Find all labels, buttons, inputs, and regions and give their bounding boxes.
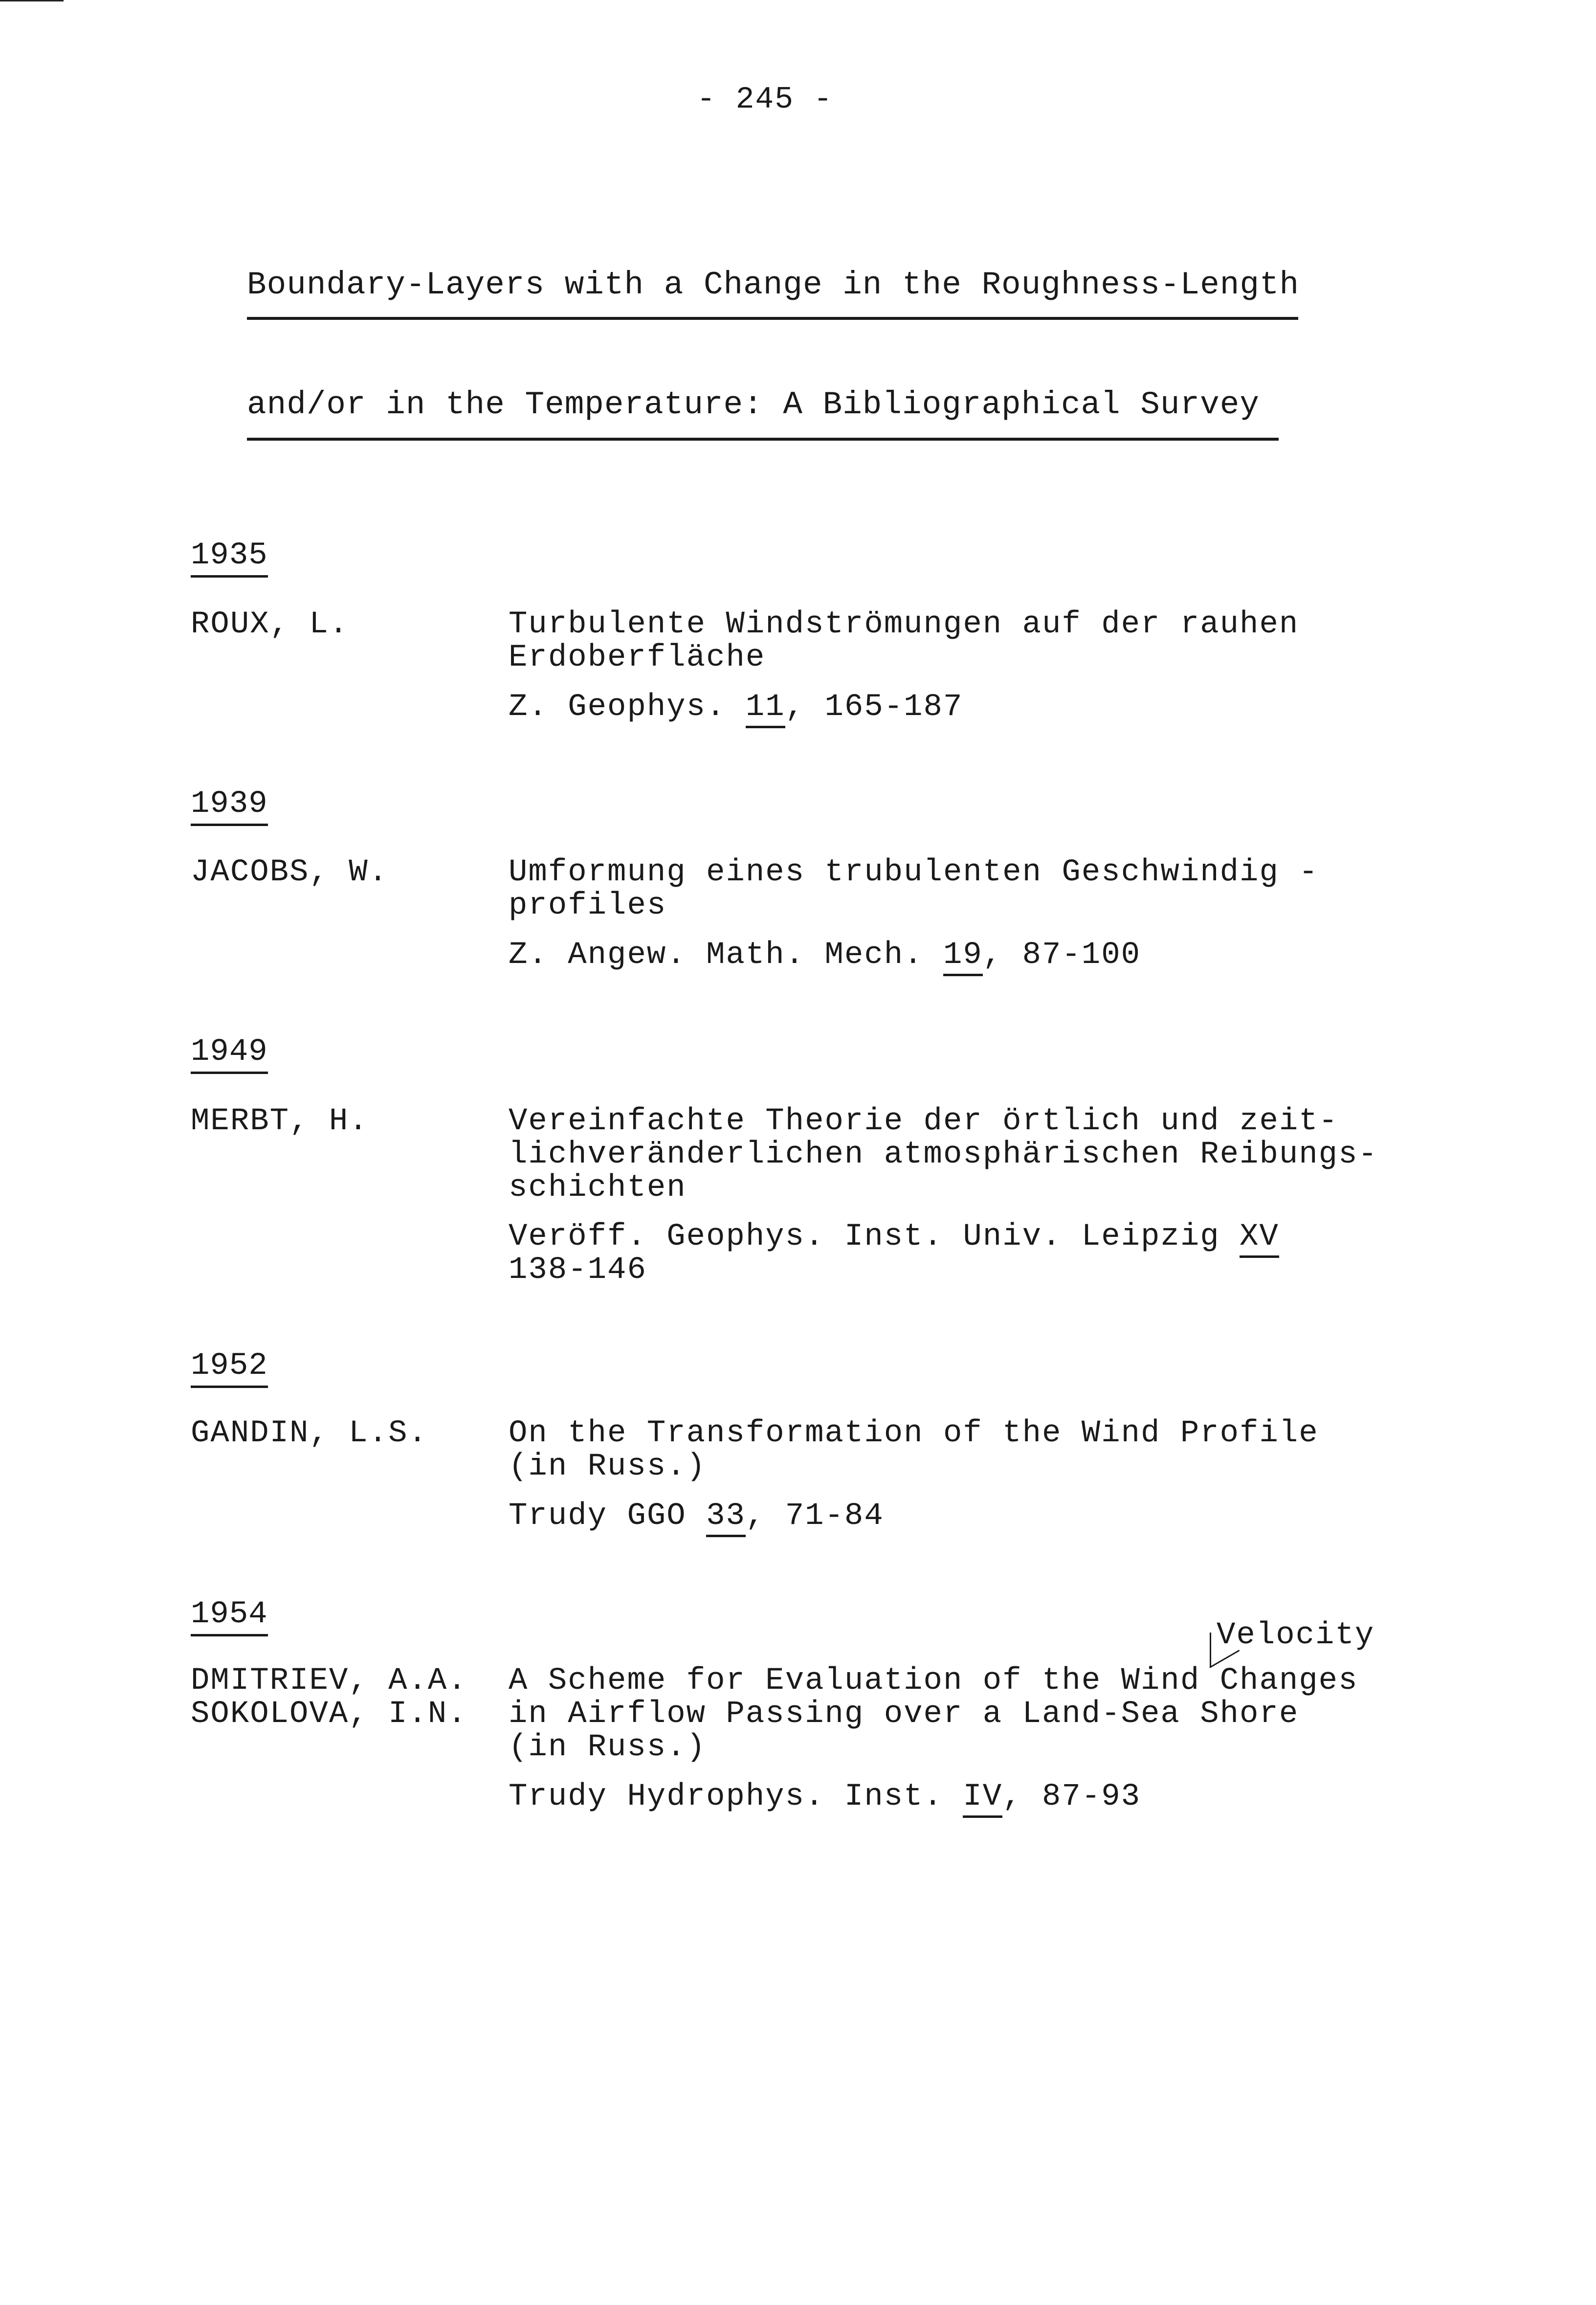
entry-source <box>509 1220 1279 1287</box>
title-line-1: Boundary-Layers with a Change in the Roughness-Length <box>247 267 1300 303</box>
entry-title-line: Umformung eines trubulenten Geschwindig - <box>509 855 1319 890</box>
entry-title-line: Turbulente Windströmungen auf der rauhen <box>509 607 1299 642</box>
source-journal: Z. Geophys. <box>509 690 746 725</box>
author-list <box>191 1664 467 1731</box>
entry-source <box>509 691 963 724</box>
entry-title <box>509 856 1319 922</box>
source-volume: XV <box>1240 1219 1279 1258</box>
source-pages: , 87-93 <box>1002 1779 1141 1814</box>
year-heading: 1935 <box>191 538 268 578</box>
entry-title <box>509 1664 1358 1764</box>
entry-title-line: On the Transformation of the Wind Profile <box>509 1416 1319 1451</box>
author: GANDIN, L.S. <box>191 1416 428 1451</box>
entry-title <box>509 608 1299 674</box>
entry-title-line: (in Russ.) <box>509 1730 707 1765</box>
entry-title-line: Erdoberfläche <box>509 640 766 675</box>
entry-title-line: lichveränderlichen atmosphärischen Reibungs- <box>509 1137 1378 1172</box>
entry-title <box>509 1417 1319 1483</box>
entry-title-line: A Scheme for Evaluation of the Wind Changes <box>509 1663 1358 1699</box>
source-pages: , 87-100 <box>982 938 1141 973</box>
source-volume: IV <box>963 1779 1002 1818</box>
year-heading: 1949 <box>191 1034 268 1074</box>
entry-source <box>509 1499 884 1533</box>
author: SOKOLOVA, I.N. <box>191 1697 467 1732</box>
entry-title-line: in Airflow Passing over a Land-Sea Shore <box>509 1697 1299 1732</box>
source-pages-line: 138-146 <box>509 1253 647 1288</box>
entry-title <box>509 1105 1378 1205</box>
source-journal: Veröff. Geophys. Inst. Univ. Leipzig <box>509 1219 1240 1254</box>
source-pages: , 165-187 <box>785 690 963 725</box>
title-underline-1 <box>247 317 1298 320</box>
year-heading: 1939 <box>191 786 268 826</box>
entry-title-line: (in Russ.) <box>509 1449 707 1484</box>
source-volume: 33 <box>706 1499 746 1537</box>
source-journal: Z. Angew. Math. Mech. <box>509 938 943 973</box>
insertion-caret <box>1210 1633 1211 1667</box>
author: DMITRIEV, A.A. <box>191 1663 467 1699</box>
handwritten-insertion: Velocity <box>1217 1618 1375 1653</box>
year-heading: 1952 <box>191 1348 268 1388</box>
author: ROUX, L. <box>191 607 349 642</box>
source-journal: Trudy Hydrophys. Inst. <box>509 1779 963 1814</box>
year-heading: 1954 <box>191 1597 268 1636</box>
source-volume: 19 <box>943 938 983 976</box>
source-volume: 11 <box>746 690 785 728</box>
entry-source <box>509 1780 1141 1813</box>
author: MERBT, H. <box>191 1104 369 1139</box>
page-number: - 245 - <box>697 82 833 117</box>
source-pages: , 71-84 <box>745 1499 884 1534</box>
author: JACOBS, W. <box>191 855 389 890</box>
title-line-2: and/or in the Temperature: A Bibliographical Survey <box>247 386 1260 423</box>
title-underline-2 <box>247 438 1279 441</box>
entry-source <box>509 939 1141 972</box>
source-journal: Trudy GGO <box>509 1499 707 1534</box>
entry-title-line: Vereinfachte Theorie der örtlich und zeit- <box>509 1104 1339 1139</box>
entry-title-line: profiles <box>509 888 667 923</box>
scan-mark <box>0 0 64 1</box>
entry-title-line: schichten <box>509 1170 687 1206</box>
